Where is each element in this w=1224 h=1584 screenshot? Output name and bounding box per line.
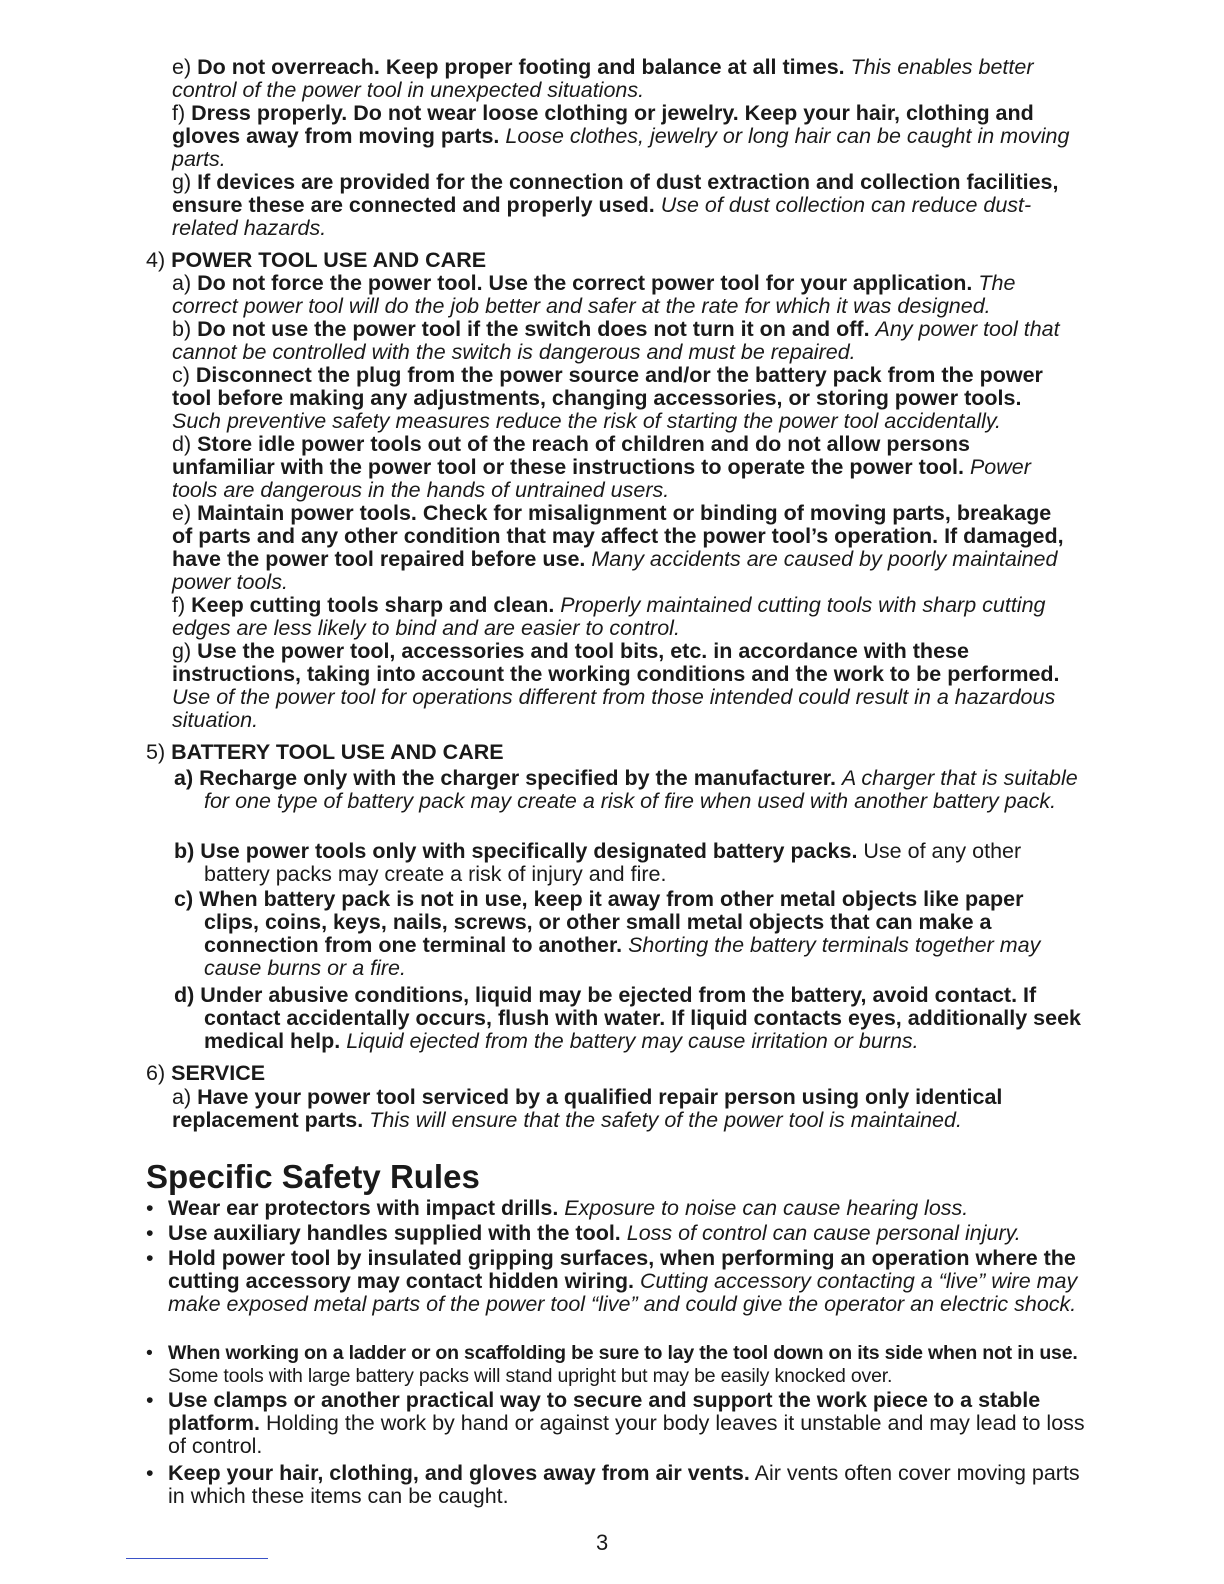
safety-item-5b: b) Use power tools only with specifically designated battery packs. Use of any other battery packs may create a risk of injury and fire. xyxy=(174,839,1022,886)
specific-rule-item: • Keep your hair, clothing, and gloves away from air vents. Air vents often cover moving parts in which these items can be caught. xyxy=(146,1461,1080,1508)
safety-item-3f: f) Dress properly. Do not wear loose clothing or jewelry. Keep your hair, clothing and gloves away from moving parts. Loose clothes, jewelry or long hair can be caught in moving parts. xyxy=(172,101,1070,171)
safety-item-4c: c) Disconnect the plug from the power source and/or the battery pack from the power tool before making any adjustments, changing accessories, or storing power tools. Such preventive safety measures reduce the risk of starting the power tool accidentally. xyxy=(172,363,1043,433)
safety-item-4g: g) Use the power tool, accessories and tool bits, etc. in accordance with these instructions, taking into account the working conditions and the work to be performed. Use of the power tool for operations different from those intended could result in a hazardous situation. xyxy=(172,639,1060,732)
footer-divider xyxy=(126,1558,268,1559)
page-number: 3 xyxy=(596,1530,609,1555)
specific-safety-rules-title: Specific Safety Rules xyxy=(146,1158,480,1195)
specific-rule-item: • When working on a ladder or on scaffolding be sure to lay the tool down on its side when not in use. Some tools with large battery packs will stand upright but may be easily knocked over. xyxy=(146,1342,1078,1387)
section-heading-power-tool: 4) POWER TOOL USE AND CARE xyxy=(146,248,487,272)
specific-rule-item: • Use auxiliary handles supplied with the tool. Loss of control can cause personal injury. xyxy=(146,1221,1021,1245)
safety-item-4d: d) Store idle power tools out of the reach of children and do not allow persons unfamiliar with the power tool or these instructions to operate the power tool. Power tools are dangerous in the hands of untrained users. xyxy=(172,432,1031,502)
safety-item-6a: a) Have your power tool serviced by a qualified repair person using only identical replacement parts. This will ensure that the safety of the power tool is maintained. xyxy=(172,1085,1003,1132)
safety-item-4a: a) Do not force the power tool. Use the correct power tool for your application. The correct power tool will do the job better and safer at the rate for which it was designed. xyxy=(172,271,1016,318)
section-heading-service: 6) SERVICE xyxy=(146,1061,266,1085)
safety-item-4b: b) Do not use the power tool if the switch does not turn it on and off. Any power tool that cannot be controlled with the switch is dangerous and must be repaired. xyxy=(172,317,1060,364)
safety-item-5d: d) Under abusive conditions, liquid may be ejected from the battery, avoid contact. If contact accidentally occurs, flush with water. If liquid contacts eyes, additionally seek medical help. Liquid ejected from the battery may cause irritation or burns. xyxy=(174,983,1081,1053)
safety-item-5c: c) When battery pack is not in use, keep it away from other metal objects like paper clips, coins, keys, nails, screws, or other small metal objects that can make a connection from one terminal to another. Shorting the battery terminals together may cause burns or a fire. xyxy=(174,887,1041,980)
section-heading-battery-tool: 5) BATTERY TOOL USE AND CARE xyxy=(146,740,504,764)
specific-rule-item: • Use clamps or another practical way to secure and support the work piece to a stable platform. Holding the work by hand or against your body leaves it unstable and may lead to loss of control. xyxy=(146,1388,1085,1458)
specific-rule-item: • Wear ear protectors with impact drills. Exposure to noise can cause hearing loss. xyxy=(146,1196,969,1220)
safety-item-4e: e) Maintain power tools. Check for misalignment or binding of moving parts, breakage of parts and any other condition that may affect the power tool’s operation. If damaged, have the power tool repaired before use. Many accidents are caused by poorly maintained power tools. xyxy=(172,501,1064,594)
specific-rule-item: • Hold power tool by insulated gripping surfaces, when performing an operation where the cutting accessory may contact hidden wiring. Cutting accessory contacting a “live” wire may make exposed metal parts of the power tool “live” and could give the operator an electric shock. xyxy=(146,1246,1078,1316)
safety-item-5a: a) Recharge only with the charger specified by the manufacturer. A charger that is suitable for one type of battery pack may create a risk of fire when used with another battery pack. xyxy=(174,766,1078,813)
safety-item-4f: f) Keep cutting tools sharp and clean. Properly maintained cutting tools with sharp cutting edges are less likely to bind and are easier to control. xyxy=(172,593,1046,640)
safety-item-3e: e) Do not overreach. Keep proper footing and balance at all times. This enables better control of the power tool in unexpected situations. xyxy=(172,55,1034,102)
safety-item-3g: g) If devices are provided for the connection of dust extraction and collection facilities, ensure these are connected and properly used. Use of dust collection can reduce dust-related hazards. xyxy=(172,170,1059,240)
